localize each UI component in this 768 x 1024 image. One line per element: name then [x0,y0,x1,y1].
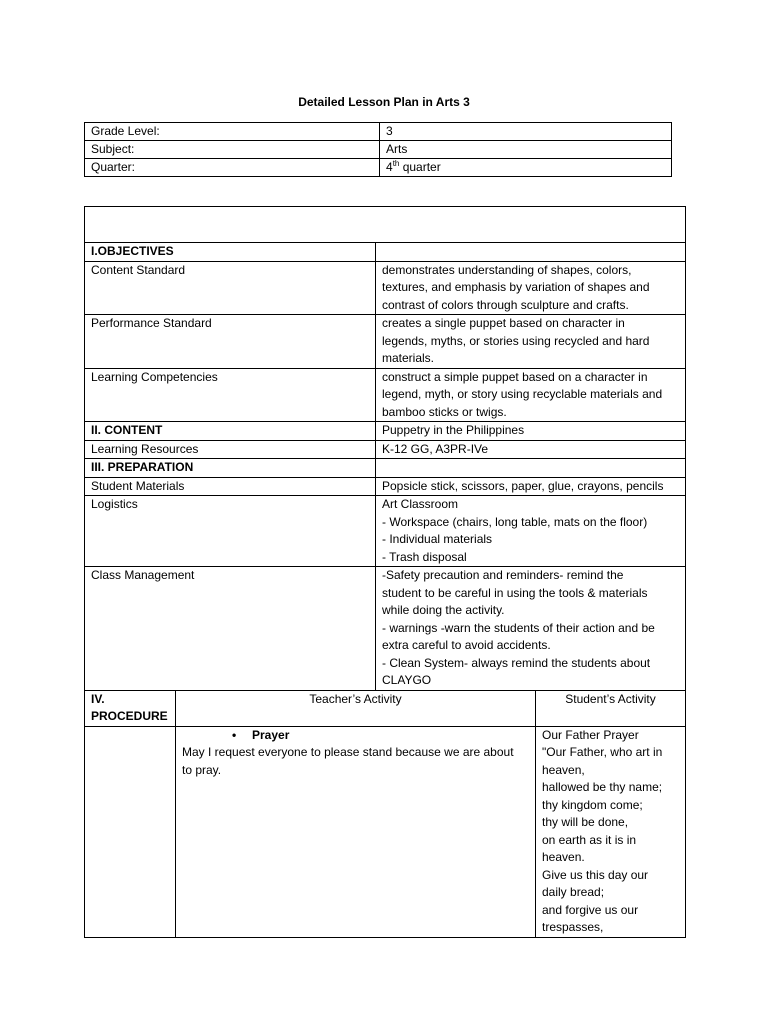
quarter-number: 4 [386,160,393,174]
text-line: extra careful to avoid accidents. [382,638,551,652]
text-line: - Workspace (chairs, long table, mats on the floor) [382,514,648,529]
text-line: contrast of colors through sculpture and crafts. [382,297,629,312]
management-row [85,567,686,691]
content-row [85,422,686,441]
text-line: legend, myth, or story using recyclable materials and [382,387,663,401]
info-row [85,159,672,177]
document-title: Detailed Lesson Plan in Arts 3 [298,95,470,109]
text-line: daily bread; [542,885,605,899]
objectives-heading-row [85,243,686,262]
text-line: textures, and emphasis by variation of shapes and [382,280,650,294]
text-line: while doing the activity. [382,603,505,617]
procedure-step-cell [85,726,176,937]
text-line: to pray. [182,762,222,777]
text-line: Our Father Prayer [542,727,639,742]
materials-row [85,477,686,496]
logistics-text [376,496,686,567]
preparation-heading: III. PREPARATION [85,459,376,478]
text-line: and forgive us our [542,902,639,917]
student-activity-header: Student’s Activity [536,690,686,726]
prayer-item [182,727,529,745]
procedure-heading [85,690,176,726]
text-line: demonstrates understanding of shapes, colors, [382,262,632,277]
text-line: - warnings -warn the students of their action and be [382,620,655,635]
procedure-heading-line: IV. [91,691,105,706]
quarter-suffix: th [392,159,400,168]
quarter-value [380,159,672,177]
text-line: - Individual materials [382,532,493,546]
grade-level-value: 3 [380,123,672,141]
performance-standard-row [85,315,686,369]
text-line: thy will be done, [542,815,629,829]
content-standard-label: Content Standard [85,261,376,315]
content-standard-text [376,261,686,315]
content-value: Puppetry in the Philippines [376,422,686,441]
materials-value: Popsicle stick, scissors, paper, glue, crayons, pencils [376,477,686,496]
subject-label: Subject: [85,141,380,159]
text-line: on earth as it is in [542,832,637,847]
text-line: trespasses, [542,920,604,934]
text-line: Give us this day our [542,867,649,882]
text-line: - Trash disposal [382,549,467,564]
text-line: student to be careful in using the tools & materials [382,585,648,600]
teacher-activity-cell [176,726,536,937]
info-row [85,141,672,159]
prayer-label: Prayer [252,727,290,742]
text-line: heaven, [542,762,585,777]
prayer-row [85,726,686,937]
content-standard-row [85,261,686,315]
info-row [85,123,672,141]
resources-row [85,440,686,459]
text-line: thy kingdom come; [542,797,643,812]
objectives-heading-value [376,243,686,262]
text-line: construct a simple puppet based on a character in [382,369,648,384]
performance-standard-text [376,315,686,369]
blank-row [85,207,686,243]
info-table [84,122,672,177]
text-line: "Our Father, who art in [542,745,663,759]
quarter-label: Quarter: [85,159,380,177]
preparation-heading-value [376,459,686,478]
materials-label: Student Materials [85,477,376,496]
preparation-heading-row [85,459,686,478]
bullet-icon: • [232,727,237,742]
competencies-row [85,368,686,422]
student-activity-cell [536,726,686,937]
lesson-plan-table [84,206,686,938]
logistics-label: Logistics [85,496,376,567]
procedure-heading-line: PROCEDURE [91,709,168,723]
text-line: - Clean System- always remind the students about [382,655,651,670]
management-label: Class Management [85,567,376,691]
blank-cell [85,207,686,243]
teacher-activity-header: Teacher’s Activity [176,690,536,726]
text-line: heaven. [542,850,585,864]
performance-standard-label: Performance Standard [85,315,376,369]
text-line: materials. [382,351,435,365]
procedure-header-row [85,690,686,726]
grade-level-label: Grade Level: [85,123,380,141]
text-line: Art Classroom [382,497,459,511]
quarter-text: quarter [399,160,441,174]
text-line: -Safety precaution and reminders- remind the [382,568,624,582]
text-line: CLAYGO [382,673,432,687]
subject-value: Arts [380,141,672,159]
competencies-text [376,368,686,422]
content-heading: II. CONTENT [85,422,376,441]
resources-label: Learning Resources [85,440,376,459]
competencies-label: Learning Competencies [85,368,376,422]
text-line: bamboo sticks or twigs. [382,404,507,419]
text-line: May I request everyone to please stand because we are about [182,745,514,759]
text-line: legends, myths, or stories using recycled and hard [382,333,650,348]
resources-value: K-12 GG, A3PR-IVe [376,440,686,459]
objectives-heading: I.OBJECTIVES [85,243,376,262]
text-line: creates a single puppet based on character in [382,316,625,330]
text-line: hallowed be thy name; [542,780,663,794]
management-text [376,567,686,691]
logistics-row [85,496,686,567]
